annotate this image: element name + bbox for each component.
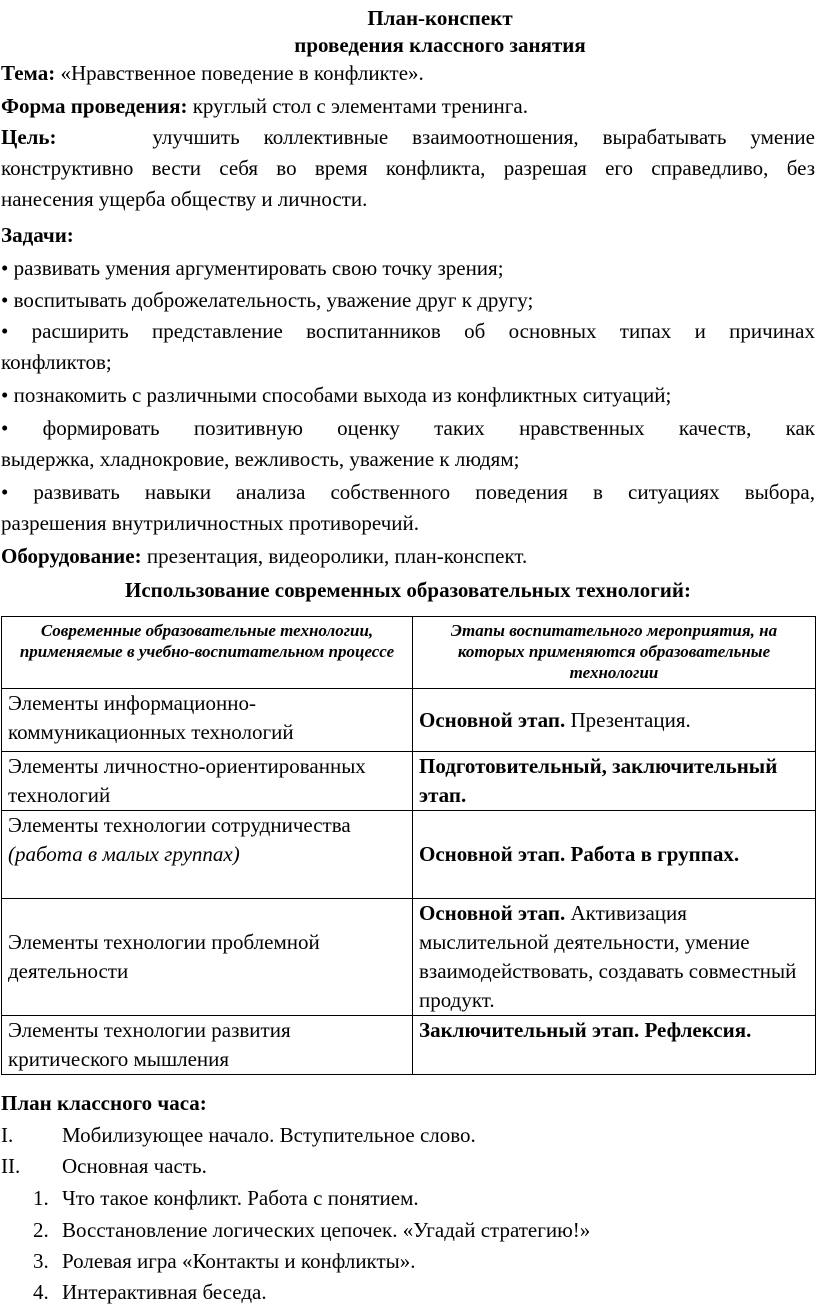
task-5 — [1, 413, 815, 475]
technologies-table — [1, 616, 816, 1075]
plan-item-text-3: Ролевая игра «Контакты и конфликты». — [62, 1249, 416, 1273]
equipment-line — [1, 544, 527, 568]
table-row — [2, 1016, 816, 1075]
topic-label: Тема: — [1, 61, 56, 85]
tech-section-title: Использование современных образовательных технологий: — [125, 578, 691, 602]
document-title-line1: План-конспект — [367, 6, 513, 30]
table-row — [2, 689, 816, 752]
goal-line-3: нанесения ущерба обществу и личности. — [1, 187, 368, 211]
table-header-col2: Этапы воспитательного мероприятия, на которых применяются образовательные технологии — [413, 617, 816, 689]
plan-item-text-2: Восстановление логических цепочек. «Угадай стратегию!» — [62, 1218, 591, 1242]
table-header-col1: Современные образовательные технологии, применяемые в учебно-воспитательном процессе — [2, 617, 413, 689]
task-6-line-1: • развивать навыки анализа собственного поведения в ситуациях выбора, — [1, 480, 815, 504]
task-6-line-2: разрешения внутриличностных противоречий. — [1, 511, 420, 535]
stage-bold: Основной этап. — [419, 707, 566, 732]
task-5-line-2: выдержка, хладнокровие, вежливость, уважение к людям; — [1, 447, 520, 471]
plan-item-num-4: 4. — [33, 1280, 49, 1304]
goal-text-1: улучшить коллективные взаимоотношения, вырабатывать умение — [152, 125, 815, 149]
plan-roman-num-1: I. — [1, 1123, 14, 1147]
task-3-line-1: • расширить представление воспитанников об основных типах и причинах — [1, 319, 815, 343]
form-line — [1, 94, 528, 118]
stage-bold: Основной этап. Работа в группах. — [419, 842, 740, 866]
form-label: Форма проведения: — [1, 94, 188, 118]
table-cell-tech: Элементы информационно-коммуникационных технологий — [2, 689, 413, 752]
plan-title-text: План классного часа: — [1, 1091, 207, 1115]
table-cell-stage — [413, 1016, 816, 1075]
table-row — [2, 899, 816, 1016]
tech-text-italic: (работа в малых группах) — [8, 842, 240, 866]
tasks-label — [1, 223, 74, 247]
goal-label: Цель: — [1, 125, 57, 149]
table-cell-stage — [413, 899, 816, 1016]
table-cell-stage — [413, 811, 816, 899]
task-4: • познакомить с различными способами выхода из конфликтных ситуаций; — [1, 383, 672, 407]
table-cell-tech: Элементы технологии проблемной деятельности — [2, 899, 413, 1016]
stage-bold: Подготовительный, заключительный этап. — [419, 754, 778, 807]
task-6 — [1, 477, 815, 539]
table-cell-tech: Элементы личностно-ориентированных технологий — [2, 752, 413, 811]
plan-roman-text-1: Мобилизующее начало. Вступительное слово. — [62, 1123, 476, 1147]
table-row — [2, 752, 816, 811]
task-2: • воспитывать доброжелательность, уважение друг к другу; — [1, 288, 534, 312]
table-header-row — [2, 617, 816, 689]
task-3 — [1, 316, 815, 378]
task-3-line-2: конфликтов; — [1, 350, 112, 374]
stage-bold: Основной этап. — [419, 901, 566, 925]
plan-item-text-4: Интерактивная беседа. — [62, 1280, 267, 1304]
plan-item-num-1: 1. — [33, 1186, 49, 1210]
stage-bold: Заключительный этап. Рефлексия. — [419, 1018, 752, 1042]
topic-value: «Нравственное поведение в конфликте». — [55, 61, 424, 85]
table-cell-stage — [413, 752, 816, 811]
form-value: круглый стол с элементами тренинга. — [187, 94, 528, 118]
goal-line-1 — [1, 122, 815, 153]
equipment-label: Оборудование: — [1, 544, 142, 568]
task-1: • развивать умения аргументировать свою точку зрения; — [1, 256, 504, 280]
stage-text: Презентация. — [565, 707, 691, 732]
topic-line — [1, 61, 424, 85]
table-cell-stage — [413, 689, 816, 752]
equipment-value: презентация, видеоролики, план-конспект. — [141, 544, 528, 568]
plan-title — [1, 1091, 207, 1115]
plan-roman-text-2: Основная часть. — [62, 1154, 207, 1178]
document-title-line2: проведения классного занятия — [294, 33, 586, 57]
plan-roman-num-2: II. — [1, 1154, 21, 1178]
table-cell-tech — [2, 811, 413, 899]
plan-item-num-2: 2. — [33, 1218, 49, 1242]
task-5-line-1: • формировать позитивную оценку таких нравственных качеств, как — [1, 416, 815, 440]
goal-line-2: конструктивно вести себя во время конфликта, разрешая его справедливо, без — [1, 156, 815, 180]
tech-text: Элементы технологии сотрудничества — [8, 813, 351, 837]
tasks-label-text: Задачи: — [1, 223, 74, 247]
table-row — [2, 811, 816, 899]
goal-paragraph — [1, 122, 815, 215]
stage-text: Активизация мыслительной деятельности, умение взаимодействовать, создавать совместный продукт. — [419, 901, 797, 1012]
plan-item-num-3: 3. — [33, 1249, 49, 1273]
table-cell-tech: Элементы технологии развития критического мышления — [2, 1016, 413, 1075]
plan-item-text-1: Что такое конфликт. Работа с понятием. — [62, 1186, 419, 1210]
